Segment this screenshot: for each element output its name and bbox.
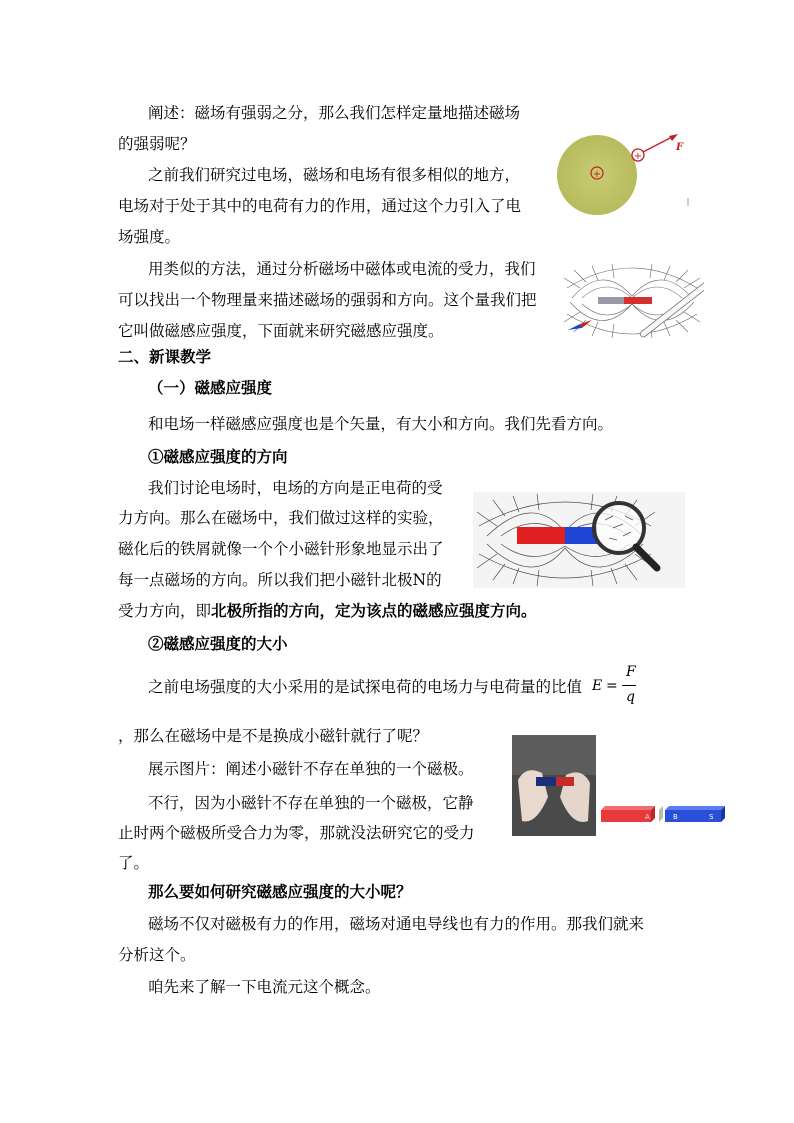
text-line: 展示图片：阐述小磁针不存在单独的一个磁极。: [148, 760, 474, 778]
red-piece-top: [601, 806, 655, 810]
formula-e-equals-f-over-q: [592, 664, 652, 708]
text-line: 我们讨论电场时，电场的方向是正电荷的受: [148, 479, 443, 497]
glass-rod-icon: [639, 281, 704, 339]
text-line: 止时两个磁极所受合力为零，那就没法研究它的受力: [118, 824, 475, 842]
text-line: 磁场不仅对磁极有力的作用，磁场对通电导线也有力的作用。那我们就来: [148, 915, 645, 933]
compass-needle-red: [580, 320, 592, 328]
text-line: 电场对于处于其中的电荷有力的作用，通过这个力引入了电: [118, 197, 522, 215]
broken-magnet-pieces-figure: [599, 800, 729, 828]
text-span: 受力方向，即: [118, 602, 212, 620]
photo-upper-shade: [512, 735, 596, 775]
formula-numerator: F: [626, 664, 636, 680]
text-line: 咱先来了解一下电流元这个概念。: [148, 978, 381, 996]
text-line: 场强度。: [118, 228, 181, 246]
text-line: [118, 601, 537, 621]
force-arrow-line: [643, 136, 674, 152]
text-line: 它叫做磁感应强度，下面就来研究磁感应强度。: [118, 322, 444, 340]
magnifier-iron-filings-figure: [473, 492, 685, 588]
center-charge-sign: +: [592, 169, 602, 180]
test-charge-sign: +: [633, 151, 643, 162]
formula-denominator: q: [626, 689, 635, 705]
text-line: 每一点磁场的方向。所以我们把小磁针北极N的: [118, 571, 442, 589]
text-line: 的强弱呢？: [118, 135, 196, 153]
magnitude-heading: ②磁感应强度的大小: [148, 634, 288, 653]
text-line: 可以找出一个物理量来描述磁场的强弱和方向。这个量我们把: [118, 291, 537, 309]
text-line: 和电场一样磁感应强度也是个矢量，有大小和方向。我们先看方向。: [148, 415, 614, 433]
section-heading: 二、新课教学: [118, 347, 212, 366]
blue-piece-s-label: S: [709, 813, 714, 821]
fraction-bar: [622, 685, 636, 686]
text-line: 之前电场强度的大小采用的是试探电荷的电场力与电荷量的比值: [148, 678, 583, 696]
magnifier-scene: [473, 492, 685, 588]
text-line: 不行，因为小磁针不存在单独的一个磁极，它静: [148, 794, 474, 812]
subsection-heading: （一）磁感应强度: [148, 378, 273, 397]
electric-field-charge-figure: [552, 128, 694, 220]
text-line: 分析这个。: [118, 946, 196, 964]
direction-heading: ①磁感应强度的方向: [148, 447, 288, 466]
text-line: 用类似的方法，通过分析磁场中磁体或电流的受力，我们: [148, 260, 536, 278]
force-arrow-head: [669, 134, 678, 141]
force-label: F: [676, 142, 684, 153]
text-line: ，那么在磁场中是不是换成小磁针就行了呢？: [118, 727, 429, 745]
red-piece-label: A: [645, 813, 650, 821]
text-line: 了。: [118, 854, 150, 872]
formula-lhs: E: [592, 678, 603, 694]
magnet-pole-red: [624, 297, 652, 304]
magnet-red-half: [556, 777, 574, 786]
question-heading: 那么要如何研究磁感应强度的大小呢？: [148, 882, 412, 901]
formula-equals: =: [606, 678, 618, 694]
text-line: 磁化后的铁屑就像一个个小磁针形象地显示出了: [118, 540, 444, 558]
blue-piece-b-label: B: [673, 813, 678, 821]
iron-filings-bar-magnet-figure: [562, 258, 704, 344]
hand-magnet-photo: [512, 735, 596, 836]
text-line: 阐述：磁场有强弱之分，那么我们怎样定量地描述磁场: [148, 104, 521, 122]
red-piece-front: [601, 810, 651, 822]
magnifying-glass-handle: [636, 547, 657, 568]
gray-gap-piece: [659, 806, 663, 822]
blue-piece-top: [665, 806, 725, 810]
text-line: 力方向。那么在磁场中，我们做过这样的实验，: [118, 509, 444, 527]
magnet-pole-gray: [598, 297, 624, 304]
compass-needle-blue: [568, 324, 582, 330]
emphasis-text: 北极所指的方向，定为该点的磁感应强度方向。: [211, 601, 537, 620]
magnet-red-pole: [517, 527, 565, 544]
text-line: 之前我们研究过电场，磁场和电场有很多相似的地方，: [148, 166, 521, 184]
magnet-blue-half: [536, 777, 556, 786]
